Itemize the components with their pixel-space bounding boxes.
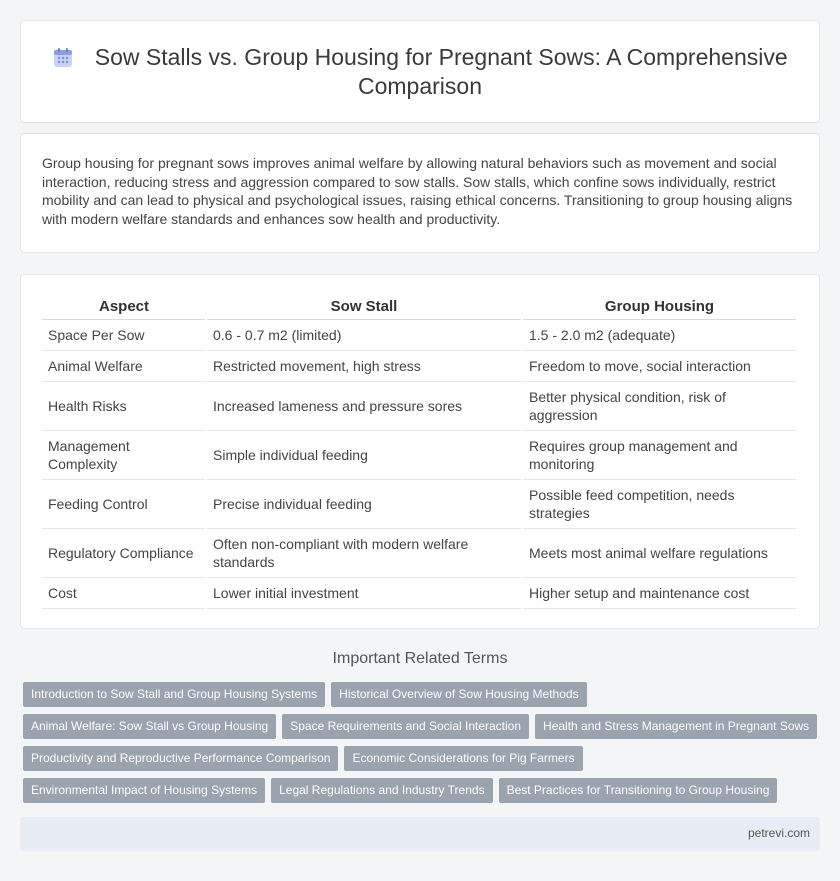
related-term-tag[interactable]: Health and Stress Management in Pregnant Sows — [535, 714, 817, 739]
cell-sow-stall: Lower initial investment — [206, 577, 522, 608]
related-terms-title: Important Related Terms — [332, 650, 508, 667]
cell-sow-stall: Increased lameness and pressure sores — [206, 381, 522, 430]
related-term-tag[interactable]: Productivity and Reproductive Performance Comparison — [23, 746, 338, 771]
cell-group-housing: Requires group management and monitoring — [522, 430, 797, 479]
cell-sow-stall: Simple individual feeding — [206, 430, 522, 479]
table-row — [42, 479, 797, 528]
tag-row — [23, 778, 823, 810]
related-term-tag[interactable]: Historical Overview of Sow Housing Methods — [331, 682, 586, 707]
calendar-icon — [52, 47, 74, 69]
cell-group-housing: Meets most animal welfare regulations — [522, 528, 797, 577]
table-header-row — [42, 294, 797, 319]
cell-sow-stall: 0.6 - 0.7 m2 (limited) — [206, 319, 522, 350]
cell-aspect: Management Complexity — [42, 430, 206, 479]
intro-card — [20, 133, 820, 253]
table-row — [42, 319, 797, 350]
cell-sow-stall: Precise individual feeding — [206, 479, 522, 528]
header-card — [20, 20, 820, 123]
table-row — [42, 350, 797, 381]
tag-row — [23, 714, 823, 746]
page-title: Sow Stalls vs. Group Housing for Pregnant Sows: A Comprehensive Comparison — [94, 44, 788, 99]
title-wrap — [21, 43, 819, 101]
cell-aspect: Feeding Control — [42, 479, 206, 528]
tag-row — [23, 682, 823, 714]
cell-sow-stall: Restricted movement, high stress — [206, 350, 522, 381]
cell-aspect: Space Per Sow — [42, 319, 206, 350]
related-terms-list — [23, 682, 823, 810]
table-row — [42, 577, 797, 608]
cell-sow-stall: Often non-compliant with modern welfare standards — [206, 528, 522, 577]
footer-site-link[interactable]: petrevi.com — [747, 826, 810, 840]
comparison-card — [20, 274, 820, 629]
cell-group-housing: Higher setup and maintenance cost — [522, 577, 797, 608]
table-row — [42, 528, 797, 577]
cell-aspect: Cost — [42, 577, 206, 608]
cell-group-housing: Possible feed competition, needs strategies — [522, 479, 797, 528]
related-term-tag[interactable]: Best Practices for Transitioning to Group Housing — [499, 778, 778, 803]
related-term-tag[interactable]: Space Requirements and Social Interaction — [282, 714, 529, 739]
comparison-table — [42, 294, 798, 609]
header-aspect: Aspect — [42, 294, 206, 319]
related-term-tag[interactable]: Introduction to Sow Stall and Group Housing Systems — [23, 682, 325, 707]
cell-aspect: Health Risks — [42, 381, 206, 430]
cell-aspect: Regulatory Compliance — [42, 528, 206, 577]
cell-group-housing: Better physical condition, risk of aggression — [522, 381, 797, 430]
header-group-housing: Group Housing — [522, 294, 797, 319]
footer — [20, 817, 820, 851]
related-term-tag[interactable]: Economic Considerations for Pig Farmers — [344, 746, 582, 771]
cell-aspect: Animal Welfare — [42, 350, 206, 381]
table-row — [42, 381, 797, 430]
cell-group-housing: 1.5 - 2.0 m2 (adequate) — [522, 319, 797, 350]
table-row — [42, 430, 797, 479]
related-term-tag[interactable]: Legal Regulations and Industry Trends — [271, 778, 492, 803]
intro-paragraph: Group housing for pregnant sows improves animal welfare by allowing natural behaviors such as movement and social interaction, reducing stress and aggression compared to sow stalls. Sow stalls, which confine sows individually, restrict mobility and can lead to physical and psychological issues, raising ethical concerns. Transitioning to group housing aligns with modern welfare standards and enhances sow health and productivity. — [42, 155, 793, 227]
cell-group-housing: Freedom to move, social interaction — [522, 350, 797, 381]
tag-row — [23, 746, 823, 778]
header-sow-stall: Sow Stall — [206, 294, 522, 319]
related-term-tag[interactable]: Environmental Impact of Housing Systems — [23, 778, 265, 803]
related-term-tag[interactable]: Animal Welfare: Sow Stall vs Group Housing — [23, 714, 276, 739]
